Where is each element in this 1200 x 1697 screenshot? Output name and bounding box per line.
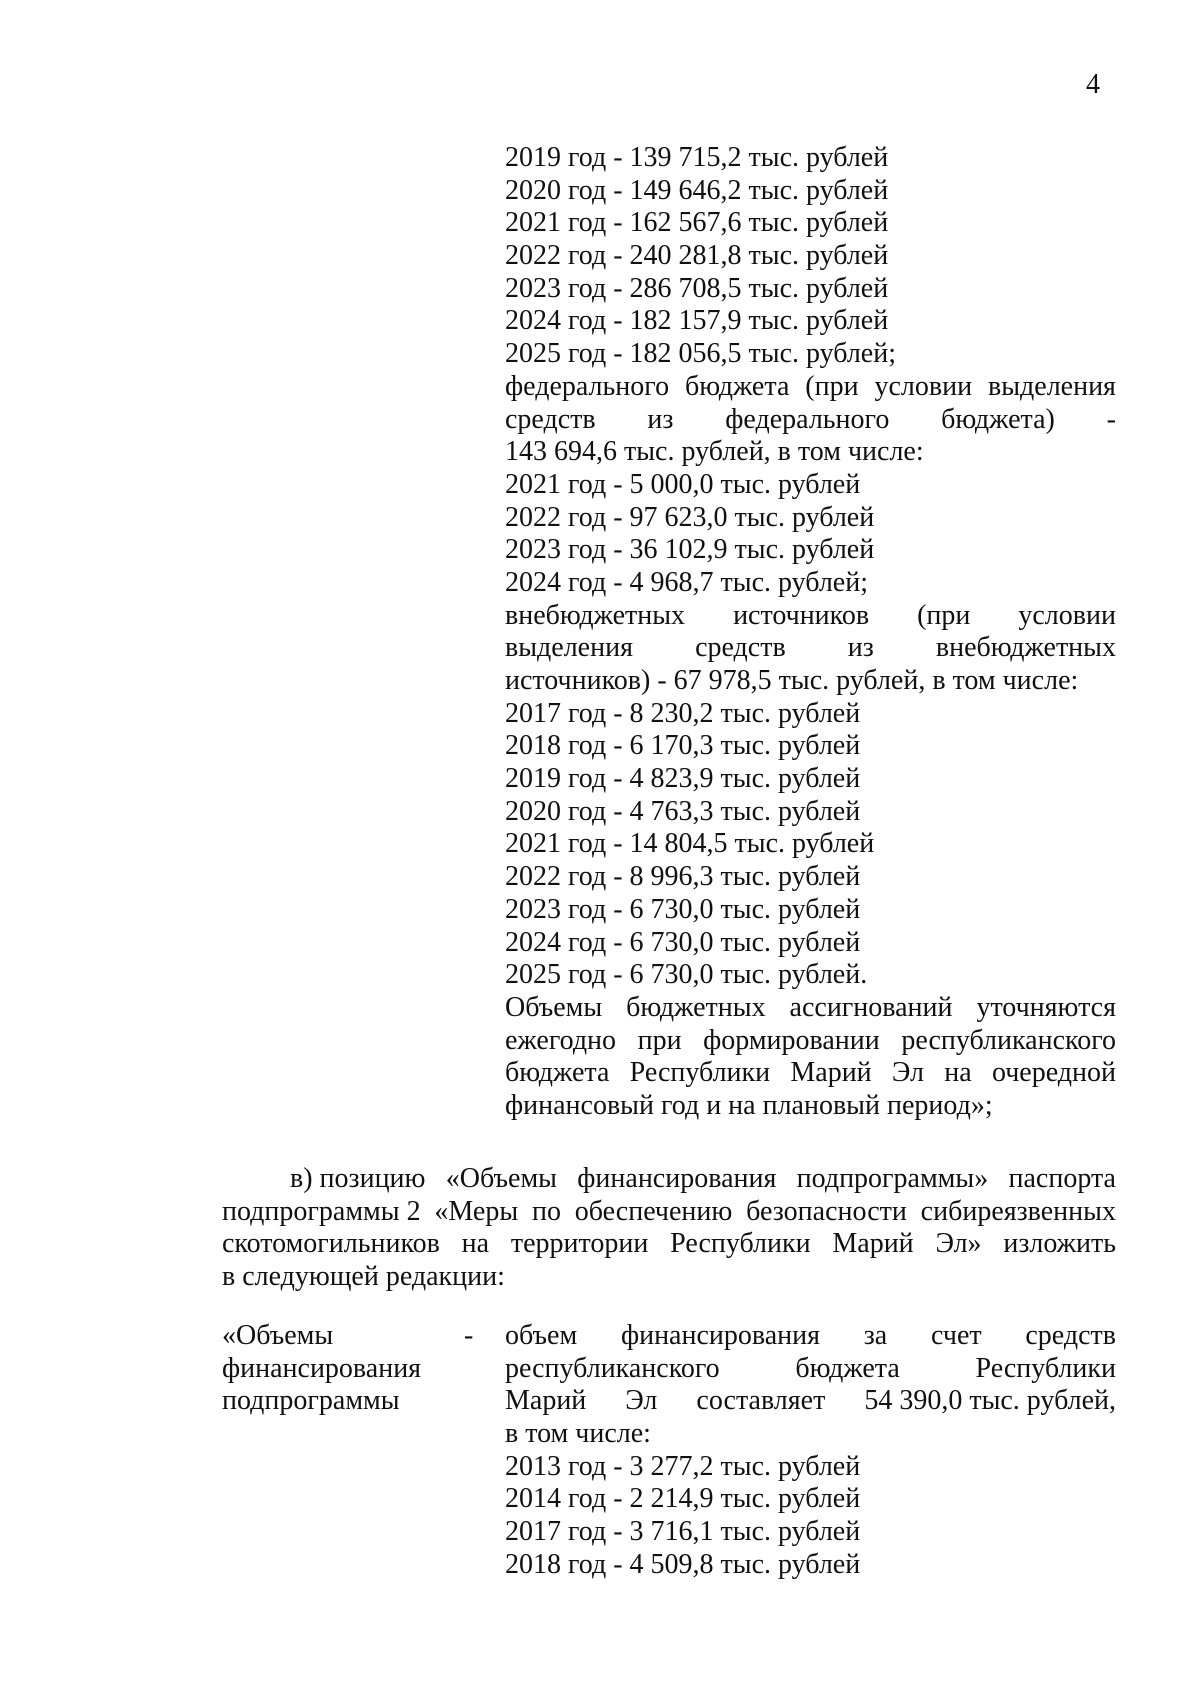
word: подпрограммы 2 [222,1195,421,1227]
year-line: 2023 год - 36 102,9 тыс. рублей [505,534,875,566]
year-line: 2019 год - 139 715,2 тыс. рублей [505,142,889,173]
word: из [647,403,674,435]
word: по [531,1195,561,1227]
word: республиканского [505,1352,720,1384]
text-line: источников) - 67 978,5 тыс. рублей, в том числе: [505,665,1079,696]
text-line [505,992,1116,1025]
word: финансирования [620,1320,820,1351]
year-line: 2018 год - 4 509,8 тыс. рублей [505,1548,861,1580]
word: подпрограммы» [796,1163,989,1194]
year-line: 2019 год - 4 823,9 тыс. рублей [505,763,861,795]
year-line: 2024 год - 182 157,9 тыс. рублей [505,305,889,337]
text-line [505,1320,1116,1353]
word: Марий [790,1057,872,1089]
year-line: 2022 год - 8 996,3 тыс. рублей [505,861,861,893]
year-line: 2023 год - 6 730,0 тыс. рублей [505,893,861,925]
word: федерального [725,403,890,435]
word: - [1106,403,1116,435]
text-line [222,1196,1116,1229]
word: из [847,632,874,664]
word: обеспечению [574,1195,733,1227]
word: выделения [987,370,1116,402]
year-line: 2018 год - 6 170,3 тыс. рублей [505,730,861,762]
amendment-paragraph [222,1163,1116,1294]
year-line: 2022 год - 240 281,8 тыс. рублей [505,240,889,272]
word: Эл [891,1057,925,1089]
text-line [222,1163,1116,1196]
text-line: финансовый год и на плановый период»; [505,1089,993,1121]
word: составляет [696,1385,826,1417]
year-list-republic [505,142,1116,371]
text-line [505,1057,1116,1090]
text-line: в том числе: [505,1418,651,1450]
label-line: финансирования [222,1352,422,1384]
word: Республики [670,1228,811,1260]
top-financing-block [505,142,1116,1123]
word: «Объемы [445,1163,557,1194]
year-line: 2014 год - 2 214,9 тыс. рублей [505,1483,861,1515]
word: за [863,1320,888,1351]
year-list-federal [505,469,1116,600]
year-line: 2017 год - 8 230,2 тыс. рублей [505,697,861,729]
year-line: 2025 год - 6 730,0 тыс. рублей. [505,959,868,991]
year-line: 2017 год - 3 716,1 тыс. рублей [505,1516,861,1548]
word: территории [510,1228,649,1260]
word: условии [1018,599,1116,631]
year-line: 2020 год - 4 763,3 тыс. рублей [505,795,861,827]
word: внебюджетных [505,599,686,631]
text-line [505,1385,1116,1418]
word: Республики [975,1352,1116,1384]
bottom-financing-block [505,1320,1116,1582]
word: (при [805,370,859,402]
year-line: 2022 год - 97 623,0 тыс. рублей [505,501,875,533]
text-line [222,1228,1116,1261]
word: очередной [991,1057,1116,1089]
word: средств [505,403,596,435]
word: ассигнований [789,991,953,1023]
word: Марий [832,1228,914,1260]
word: выделения [505,632,633,664]
year-list-extra-budget [505,698,1116,992]
word: при [637,1024,682,1056]
word: средств [695,632,786,664]
year-line: 2021 год - 5 000,0 тыс. рублей [505,468,861,500]
word: внебюджетных [935,632,1116,664]
extra-budget-text [505,600,1116,698]
year-line: 2021 год - 162 567,6 тыс. рублей [505,207,889,239]
word: сибиреязвенных [920,1195,1116,1227]
text-line [505,1353,1116,1386]
year-line: 2023 год - 286 708,5 тыс. рублей [505,272,889,304]
word: счет [931,1320,982,1351]
word: формировании [703,1024,880,1056]
word: Эл» [935,1228,982,1260]
text-line [505,371,1116,404]
word: бюджетных [626,991,766,1023]
year-line: 2021 год - 14 804,5 тыс. рублей [505,828,875,860]
word: республиканского [901,1024,1116,1056]
year-line: 2020 год - 149 646,2 тыс. рублей [505,174,889,206]
word: уточняются [976,991,1116,1023]
federal-budget-text [505,371,1116,469]
word: (при [917,599,971,631]
word: в) позицию [290,1163,426,1194]
word: Объемы [505,991,603,1023]
year-line: 2025 год - 182 056,5 тыс. рублей; [505,338,897,370]
word: на [944,1057,972,1089]
word: бюджета [684,370,790,402]
word: федерального [505,370,670,402]
text-line [505,632,1116,665]
label-line: «Объемы [222,1320,334,1351]
word: бюджета [795,1352,900,1384]
word: бюджета) [941,403,1055,435]
word: скотомогильников [222,1228,440,1260]
word: финансирования [577,1163,777,1194]
year-line: 2024 год - 6 730,0 тыс. рублей [505,926,861,958]
word: безопасности [746,1195,907,1227]
word: условии [874,370,973,402]
text-line: в следующей редакции: [222,1261,505,1293]
text-line: 143 694,6 тыс. рублей, в том числе: [505,436,924,468]
word: Республики [629,1057,771,1089]
allocation-note [505,992,1116,1123]
word: Эл [625,1385,658,1417]
word: объем [505,1320,578,1351]
word: изложить [1003,1228,1116,1260]
text-line [505,404,1116,437]
word: бюджета [505,1057,610,1089]
word: паспорта [1008,1163,1116,1194]
label-dash: - [464,1320,474,1351]
word: на [461,1228,490,1260]
text-line [505,600,1116,633]
word: ежегодно [505,1024,617,1056]
year-line: 2024 год - 4 968,7 тыс. рублей; [505,566,869,598]
word: «Меры [434,1195,519,1227]
position-label [222,1320,462,1418]
page-number: 4 [1086,69,1100,100]
text-line [505,1025,1116,1058]
word: источников [733,599,870,631]
word: Марий [505,1385,587,1417]
word: средств [1025,1320,1116,1351]
label-line: подпрограммы [222,1385,400,1417]
year-line: 2013 год - 3 277,2 тыс. рублей [505,1450,861,1482]
word: 54 390,0 тыс. рублей, [864,1385,1116,1417]
